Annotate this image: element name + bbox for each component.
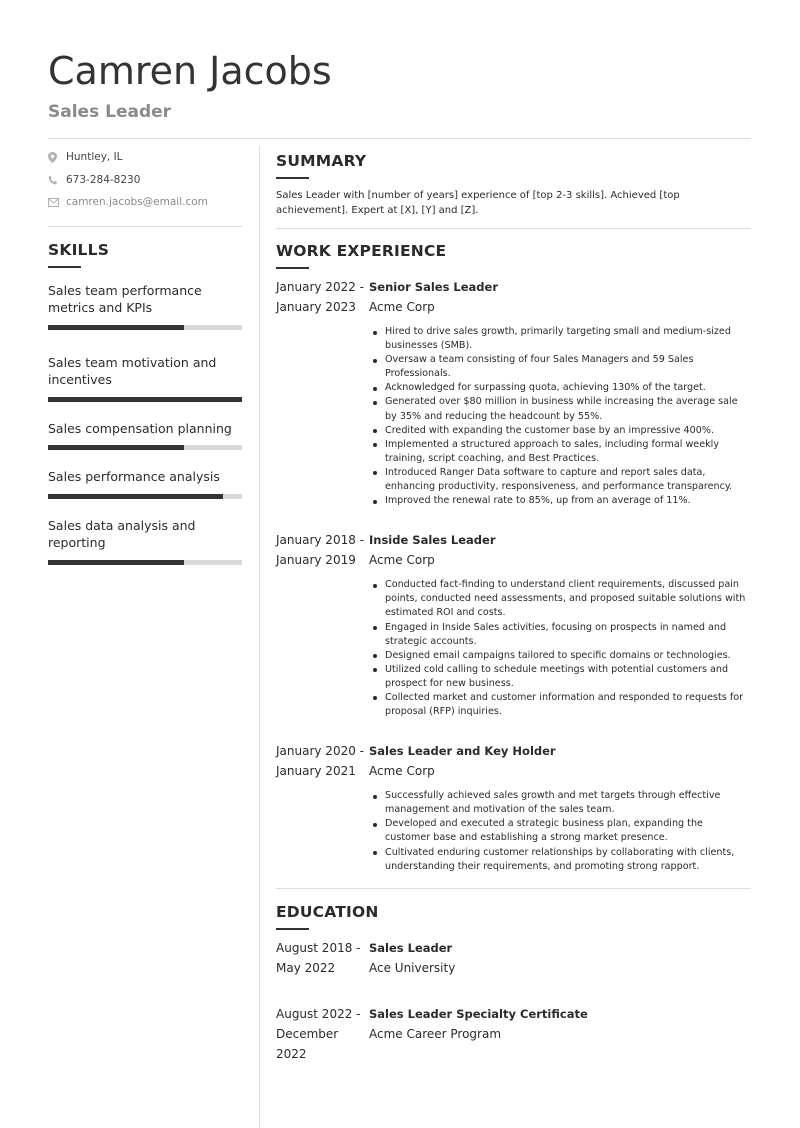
skill-label: Sales team motivation and incentives <box>48 354 217 387</box>
job-bullet: Developed and executed a strategic business plan, expanding the customer base and establishing a strong market presence. <box>369 817 751 845</box>
job-bullets <box>369 578 751 719</box>
skill-item <box>48 354 242 402</box>
experience-section <box>276 229 751 874</box>
job-bullet: Generated over $80 million in business while increasing the average sale by 35% and reducing the headcount by 55%. <box>369 395 751 423</box>
skills-heading: SKILLS <box>48 240 110 259</box>
skills-section <box>48 241 242 565</box>
location-text: Huntley, IL <box>66 151 123 164</box>
job-dates <box>276 741 369 781</box>
skill-label: Sales data analysis and reporting <box>48 517 196 550</box>
skill-level-bar <box>48 560 242 565</box>
job-role: Inside Sales Leader <box>369 533 496 548</box>
job-date-start: January 2018 - <box>276 533 364 548</box>
job-bullet: Introduced Ranger Data software to capture and report sales data, enhancing productivity, responsiveness, and performance transparency. <box>369 466 751 494</box>
phone-text: 673-284-8230 <box>66 173 141 186</box>
summary-section <box>276 146 751 218</box>
job-bullet: Hired to drive sales growth, primarily targeting small and medium-sized businesses (SMB). <box>369 325 751 353</box>
job-bullet: Successfully achieved sales growth and met targets through effective management and motivation of the sales team. <box>369 789 751 817</box>
skill-level-bar <box>48 325 242 330</box>
skill-label: Sales compensation planning <box>48 420 232 436</box>
skill-item <box>48 468 242 499</box>
job-date-end: January 2021 <box>276 764 356 779</box>
education-date-start: August 2018 - <box>276 940 361 955</box>
job-info <box>369 530 751 570</box>
education-entry <box>276 938 751 978</box>
job-bullet: Credited with expanding the customer base by an impressive 400%. <box>369 424 751 438</box>
job-bullets <box>369 789 751 874</box>
skill-item <box>48 282 242 330</box>
skill-label: Sales performance analysis <box>48 469 220 484</box>
header-divider <box>48 138 751 139</box>
education-info <box>369 1004 751 1064</box>
job-bullets <box>369 325 751 508</box>
education-heading-underline <box>276 928 309 930</box>
education-school: Acme Career Program <box>369 1026 502 1041</box>
candidate-name: Camren Jacobs <box>48 49 332 93</box>
skills-heading-underline <box>48 266 81 268</box>
job-company: Acme Corp <box>369 300 435 314</box>
contact-divider <box>48 226 242 227</box>
education-degree: Sales Leader Specialty Certificate <box>369 1006 588 1021</box>
experience-heading: WORK EXPERIENCE <box>276 242 447 260</box>
education-info <box>369 938 751 978</box>
education-section <box>276 889 751 1064</box>
job-header <box>276 741 751 781</box>
education-school: Ace University <box>369 960 456 975</box>
left-column <box>48 146 242 565</box>
skill-level-fill <box>48 560 184 565</box>
job-dates <box>276 530 369 570</box>
job-date-end: January 2019 <box>276 553 356 568</box>
job-info <box>369 277 751 317</box>
job-date-start: January 2020 - <box>276 744 364 759</box>
job-header <box>276 277 751 317</box>
email-text[interactable]: camren.jacobs@email.com <box>66 196 208 209</box>
education-entry <box>276 1004 751 1064</box>
job-bullet: Oversaw a team consisting of four Sales Managers and 59 Sales Professionals. <box>369 353 751 381</box>
job-entry <box>276 741 751 874</box>
job-bullet: Implemented a structured approach to sales, including formal weekly training, script coaching, and Best Practices. <box>369 438 751 466</box>
education-date-end: May 2022 <box>276 960 336 975</box>
phone-icon <box>48 175 66 185</box>
summary-heading: SUMMARY <box>276 152 367 170</box>
contact-email <box>48 191 242 214</box>
right-column <box>276 146 751 1064</box>
skill-item <box>48 420 242 451</box>
contact-list <box>48 146 242 214</box>
job-bullet: Conducted fact-finding to understand client requirements, discussed pain points, conducted need assessments, and proposed suitable solutions with estimated ROI and costs. <box>369 578 751 620</box>
job-role: Sales Leader and Key Holder <box>369 744 556 759</box>
skill-level-fill <box>48 325 184 330</box>
job-bullet: Cultivated enduring customer relationships by collaborating with clients, understanding their requirements, and promoting strong rapport. <box>369 846 751 874</box>
job-company: Acme Corp <box>369 764 435 779</box>
skill-level-bar <box>48 494 242 499</box>
job-header <box>276 530 751 570</box>
skill-label: Sales team performance metrics and KPIs <box>48 282 202 315</box>
job-dates <box>276 277 369 317</box>
job-entry <box>276 530 751 719</box>
job-entry <box>276 277 751 508</box>
skill-level-fill <box>48 445 184 450</box>
job-bullet: Improved the renewal rate to 85%, up from an average of 11%. <box>369 494 751 508</box>
education-list <box>276 938 751 1064</box>
skill-level-fill <box>48 397 242 402</box>
job-bullet: Acknowledged for surpassing quota, achieving 130% of the target. <box>369 381 751 395</box>
education-heading: EDUCATION <box>276 902 379 921</box>
contact-location <box>48 146 242 169</box>
skills-list <box>48 282 242 565</box>
education-dates <box>276 938 369 978</box>
resume-header <box>48 48 752 122</box>
education-degree: Sales Leader <box>369 940 453 955</box>
location-pin-icon <box>48 152 66 163</box>
experience-heading-underline <box>276 267 309 269</box>
summary-heading-underline <box>276 177 309 179</box>
skill-level-fill <box>48 494 223 499</box>
job-bullet: Engaged in Inside Sales activities, focusing on prospects in named and strategic accounts. <box>369 621 751 649</box>
summary-text: Sales Leader with [number of years] experience of [top 2-3 skills]. Achieved [top achievement]. Expert at [X], [Y] and [Z]. <box>276 190 680 216</box>
job-bullet: Utilized cold calling to schedule meetings with potential customers and prospect for new business. <box>369 663 751 691</box>
skill-level-bar <box>48 445 242 450</box>
education-date-end: December 2022 <box>276 1026 339 1061</box>
job-bullet: Collected market and customer information and responded to requests for proposal (RFP) inquiries. <box>369 691 751 719</box>
job-bullet: Designed email campaigns tailored to specific domains or technologies. <box>369 649 751 663</box>
envelope-icon <box>48 198 66 207</box>
jobs-list <box>276 277 751 874</box>
column-divider <box>259 146 260 1128</box>
education-date-start: August 2022 - <box>276 1006 361 1021</box>
job-role: Senior Sales Leader <box>369 280 499 294</box>
skill-level-bar <box>48 397 242 402</box>
job-date-end: January 2023 <box>276 300 356 314</box>
job-info <box>369 741 751 781</box>
job-company: Acme Corp <box>369 553 435 568</box>
candidate-title: Sales Leader <box>48 102 172 122</box>
education-dates <box>276 1004 369 1064</box>
job-date-start: January 2022 - <box>276 280 364 294</box>
contact-phone <box>48 169 242 192</box>
skill-item <box>48 517 242 565</box>
